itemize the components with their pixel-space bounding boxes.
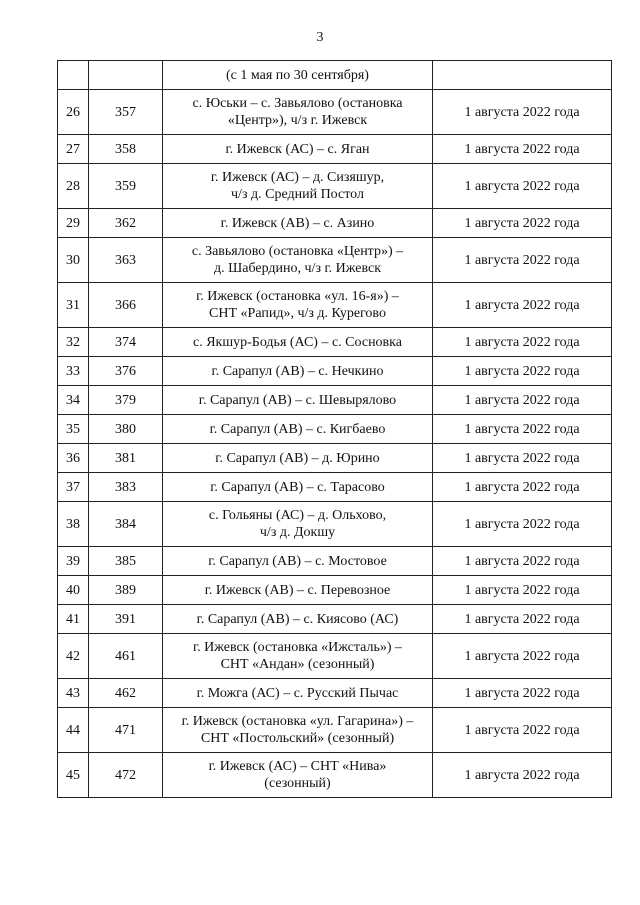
route-name-line: г. Сарапул (АВ) – с. Тарасово (210, 479, 385, 495)
route-number-cell: 358 (89, 135, 163, 164)
start-date-cell: 1 августа 2022 года (433, 135, 612, 164)
row-number-cell: 35 (58, 415, 89, 444)
start-date-cell: 1 августа 2022 года (433, 502, 612, 547)
table-row (58, 547, 612, 576)
row-number-cell: 45 (58, 753, 89, 798)
start-date-cell: 1 августа 2022 года (433, 238, 612, 283)
route-name-cell (163, 238, 433, 283)
route-name-cell (163, 444, 433, 473)
route-name-cell (163, 386, 433, 415)
header-date-cell (433, 61, 612, 90)
route-name-cell (163, 90, 433, 135)
header-period-cell: (с 1 мая по 30 сентября) (163, 61, 433, 90)
start-date-cell: 1 августа 2022 года (433, 164, 612, 209)
start-date-cell: 1 августа 2022 года (433, 605, 612, 634)
route-name-line: г. Ижевск (остановка «ул. 16-я») – (196, 289, 399, 304)
route-name-line: с. Гольяны (АС) – д. Ольхово, (208, 508, 387, 523)
route-name-cell (163, 634, 433, 679)
row-number-cell: 26 (58, 90, 89, 135)
route-name-line: д. Шабердино, ч/з г. Ижевск (213, 261, 381, 276)
route-name-line: с. Якшур-Бодья (АС) – с. Сосновка (193, 334, 402, 350)
route-name-line: г. Можга (АС) – с. Русский Пычас (196, 685, 399, 701)
table-row (58, 502, 612, 547)
row-number-cell: 36 (58, 444, 89, 473)
start-date-cell: 1 августа 2022 года (433, 415, 612, 444)
start-date-cell: 1 августа 2022 года (433, 473, 612, 502)
route-name-cell (163, 605, 433, 634)
route-name-line: г. Сарапул (АВ) – д. Юрино (215, 450, 380, 466)
row-number-cell: 39 (58, 547, 89, 576)
route-name-cell (163, 135, 433, 164)
route-name-cell (163, 473, 433, 502)
route-name-line: (сезонный) (264, 776, 331, 791)
row-number-cell: 42 (58, 634, 89, 679)
row-number-cell: 28 (58, 164, 89, 209)
table-row (58, 679, 612, 708)
route-name-line: «Центр»), ч/з г. Ижевск (227, 113, 368, 128)
table-row (58, 576, 612, 605)
start-date-cell: 1 августа 2022 года (433, 708, 612, 753)
table-row (58, 634, 612, 679)
route-name-cell (163, 753, 433, 798)
table-row (58, 444, 612, 473)
row-number-cell: 41 (58, 605, 89, 634)
route-number-cell: 383 (89, 473, 163, 502)
table-row (58, 415, 612, 444)
route-name-line: г. Сарапул (АВ) – с. Шевырялово (198, 392, 397, 408)
start-date-cell: 1 августа 2022 года (433, 209, 612, 238)
route-name-line: ч/з д. Докшу (259, 525, 336, 540)
route-number-cell: 471 (89, 708, 163, 753)
route-name-line: с. Завьялово (остановка «Центр») – (191, 244, 404, 259)
table-row (58, 209, 612, 238)
row-number-cell: 44 (58, 708, 89, 753)
route-number-cell: 357 (89, 90, 163, 135)
route-name-cell (163, 708, 433, 753)
route-number-cell: 461 (89, 634, 163, 679)
table-row (58, 357, 612, 386)
row-number-cell: 32 (58, 328, 89, 357)
header-route-cell (89, 61, 163, 90)
route-number-cell: 363 (89, 238, 163, 283)
header-num-cell (58, 61, 89, 90)
route-name-cell (163, 502, 433, 547)
start-date-cell: 1 августа 2022 года (433, 386, 612, 415)
route-number-cell: 385 (89, 547, 163, 576)
table-row (58, 753, 612, 798)
row-number-cell: 27 (58, 135, 89, 164)
route-name-line: г. Ижевск (АВ) – с. Азино (220, 215, 375, 231)
route-name-line: г. Сарапул (АВ) – с. Кигбаево (209, 421, 386, 437)
route-number-cell: 391 (89, 605, 163, 634)
page-number: 3 (316, 30, 324, 45)
route-number-cell: 472 (89, 753, 163, 798)
start-date-cell: 1 августа 2022 года (433, 90, 612, 135)
route-name-line: г. Сарапул (АВ) – с. Мостовое (208, 553, 387, 569)
route-name-cell (163, 209, 433, 238)
route-number-cell: 381 (89, 444, 163, 473)
start-date-cell: 1 августа 2022 года (433, 753, 612, 798)
route-name-line: с. Юськи – с. Завьялово (остановка (192, 96, 403, 111)
table-row (58, 473, 612, 502)
route-name-line: г. Ижевск (остановка «Ижсталь») – (192, 640, 403, 655)
table-row (58, 164, 612, 209)
start-date-cell: 1 августа 2022 года (433, 679, 612, 708)
table-row (58, 386, 612, 415)
route-name-line: г. Ижевск (АВ) – с. Перевозное (204, 582, 391, 598)
route-name-line: ч/з д. Средний Постол (231, 187, 364, 202)
start-date-cell: 1 августа 2022 года (433, 283, 612, 328)
route-name-cell (163, 164, 433, 209)
table-row (58, 328, 612, 357)
route-name-cell (163, 328, 433, 357)
route-name-line: СНТ «Постольский» (сезонный) (200, 731, 395, 746)
table-row (58, 238, 612, 283)
table-header-row (58, 61, 612, 90)
route-name-line: г. Сарапул (АВ) – с. Киясово (АС) (196, 611, 399, 627)
start-date-cell: 1 августа 2022 года (433, 328, 612, 357)
start-date-cell: 1 августа 2022 года (433, 547, 612, 576)
table-row (58, 605, 612, 634)
table-row (58, 708, 612, 753)
route-name-cell (163, 283, 433, 328)
route-name-cell (163, 576, 433, 605)
route-number-cell: 384 (89, 502, 163, 547)
start-date-cell: 1 августа 2022 года (433, 444, 612, 473)
start-date-cell: 1 августа 2022 года (433, 634, 612, 679)
route-number-cell: 374 (89, 328, 163, 357)
route-number-cell: 462 (89, 679, 163, 708)
route-name-cell (163, 415, 433, 444)
route-name-line: СНТ «Андан» (сезонный) (220, 657, 375, 672)
route-number-cell: 380 (89, 415, 163, 444)
routes-table (57, 60, 612, 798)
table-row (58, 283, 612, 328)
route-name-cell (163, 357, 433, 386)
route-name-cell (163, 679, 433, 708)
start-date-cell: 1 августа 2022 года (433, 357, 612, 386)
row-number-cell: 34 (58, 386, 89, 415)
route-number-cell: 359 (89, 164, 163, 209)
row-number-cell: 31 (58, 283, 89, 328)
start-date-cell: 1 августа 2022 года (433, 576, 612, 605)
row-number-cell: 37 (58, 473, 89, 502)
row-number-cell: 30 (58, 238, 89, 283)
route-name-cell (163, 547, 433, 576)
row-number-cell: 40 (58, 576, 89, 605)
row-number-cell: 38 (58, 502, 89, 547)
route-number-cell: 379 (89, 386, 163, 415)
route-name-line: г. Ижевск (АС) – с. Яган (225, 141, 370, 157)
table-row (58, 90, 612, 135)
row-number-cell: 29 (58, 209, 89, 238)
route-name-line: СНТ «Рапид», ч/з д. Курегово (209, 306, 386, 321)
route-name-line: г. Ижевск (остановка «ул. Гагарина») – (181, 714, 414, 729)
route-number-cell: 366 (89, 283, 163, 328)
route-number-cell: 376 (89, 357, 163, 386)
route-name-line: г. Ижевск (АС) – д. Сизяшур, (210, 170, 385, 185)
table-row (58, 135, 612, 164)
row-number-cell: 43 (58, 679, 89, 708)
route-number-cell: 362 (89, 209, 163, 238)
route-name-line: г. Ижевск (АС) – СНТ «Нива» (208, 759, 387, 774)
route-name-line: г. Сарапул (АВ) – с. Нечкино (211, 363, 384, 379)
row-number-cell: 33 (58, 357, 89, 386)
route-number-cell: 389 (89, 576, 163, 605)
